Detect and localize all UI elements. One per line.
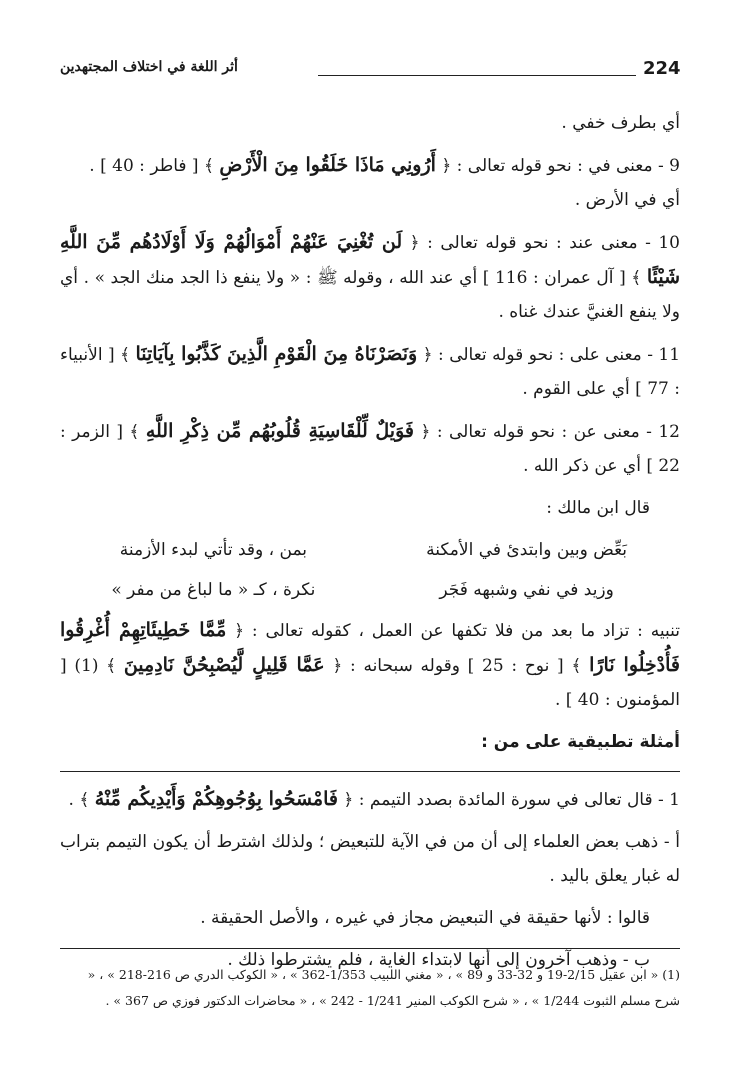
poem-verse xyxy=(60,533,680,567)
verse-hemistich: نكرة ، كـ « ما لباغ من مفر » xyxy=(111,580,316,600)
page-number: 224 xyxy=(643,58,681,79)
paragraph xyxy=(60,337,680,406)
verse-hemistich: بمن ، وقد تأتي لبدء الأزمنة xyxy=(119,540,308,560)
paragraph xyxy=(60,148,680,217)
page-header xyxy=(60,58,680,88)
footnote-rule xyxy=(60,948,680,949)
verse-hemistich: وزيد في نفي وشبهه فَجَر xyxy=(439,580,614,600)
text-line: ﴾ (1) [ المؤمنون : 40 ] . xyxy=(60,656,680,710)
paragraph xyxy=(60,782,680,817)
poem-verse xyxy=(60,573,680,607)
text-line: 11 - معنى على : نحو قوله تعالى : ﴿ xyxy=(422,345,681,365)
section-heading: أمثلة تطبيقية على من : xyxy=(481,732,680,752)
paragraph xyxy=(60,901,680,935)
quran-quote: لَن تُغْنِيَ عَنْهُمْ أَمْوَالُهُمْ وَلَا أَوْلَادُهُم مِّنَ اللَّهِ شَيْئًا xyxy=(60,231,680,288)
quran-quote: وَنَصَرْنَاهُ مِنَ الْقَوْمِ الَّذِينَ كَذَّبُوا بِآيَاتِنَا xyxy=(135,343,418,365)
verse-hemistich: بَعِّض وبين وابتدئ في الأمكنة xyxy=(426,540,628,560)
quran-quote: فَامْسَحُوا بِوُجُوهِكُمْ وَأَيْدِيكُم مِّنْهُ xyxy=(94,788,338,810)
quran-quote: مِّمَّا خَطِيئَاتِهِمْ أُغْرِقُوا فَأُدْخِلُوا نَارًا xyxy=(60,619,680,676)
quran-quote: عَمَّا قَلِيلٍ لَّيُصْبِحُنَّ نَادِمِينَ xyxy=(123,654,325,676)
text-line: ﴾ [ فاطر : 40 ] . xyxy=(89,156,214,176)
paragraph xyxy=(60,414,680,483)
quran-quote: أَرُونِي مَاذَا خَلَقُوا مِنَ الْأَرْضِ xyxy=(219,154,436,176)
section-rule xyxy=(60,771,680,772)
text-line: ﴾ . xyxy=(68,790,90,810)
paragraph xyxy=(60,613,680,717)
paragraph xyxy=(60,825,680,893)
text-line: 12 - معنى عن : نحو قوله تعالى : ﴿ xyxy=(420,422,680,442)
quran-quote: فَوَيْلٌ لِّلْقَاسِيَةِ قُلُوبُهُم مِّن ذِكْرِ اللَّهِ xyxy=(145,420,414,442)
text-line: ﴾ [ نوح : 25 ] وقوله سبحانه : ﴿ xyxy=(332,656,582,676)
text-line: أي بطرف خفي . xyxy=(561,113,680,133)
paragraph xyxy=(60,106,680,140)
text-line: ﴾ [ آل عمران : 116 ] أي عند الله ، وقوله ﷺ : « ولا ينفع ذا الجد منك الجد » . أي ولا ينفع الغنيَّ عندك غناه . xyxy=(60,268,680,322)
paragraph xyxy=(60,491,680,525)
text-line: أ - ذهب بعض العلماء إلى أن من في الآية للتبعيض ؛ ولذلك اشترط أن يكون التيمم بتراب له غبار يعلق باليد . xyxy=(60,832,680,886)
footnotes: (1) « ابن عقيل 2/15-19 و 32-33 و 89 » ، « مغني اللبيب 1/353-362 » ، « الكوكب الدري ص 216-218 » ، « شرح مسلم الثبوت 1/244 » ، « شرح الكوكب المنير 1/241 - 242 » ، « محاضرات الدكتور فوزي ص 367 » . xyxy=(87,967,680,1008)
text-line: قال ابن مالك : xyxy=(546,498,650,518)
text-line: 9 - معنى في : نحو قوله تعالى : ﴿ xyxy=(441,156,680,176)
header-rule xyxy=(318,75,636,76)
text-line: قالوا : لأنها حقيقة في التبعيض مجاز في غيره ، والأصل الحقيقة . xyxy=(200,908,650,928)
paragraph xyxy=(60,225,680,329)
text-line: ﴾ [ الزمر : 22 ] أي عن ذكر الله . xyxy=(60,422,680,476)
page-body xyxy=(60,106,680,985)
text-line: 10 - معنى عند : نحو قوله تعالى : ﴿ xyxy=(409,233,680,253)
text-line: ب - وذهب آخرون إلى أنها لابتداء الغاية ، فلم يشترطوا ذلك . xyxy=(227,950,650,970)
running-title: أثر اللغة في اختلاف المجتهدين xyxy=(60,59,238,75)
text-line: أي في الأرض . xyxy=(574,190,680,210)
text-line: ﴾ [ الأنبياء : 77 ] أي على القوم . xyxy=(60,345,680,399)
text-line: تنبيه : تزاد ما بعد من فلا تكفها عن العمل ، كقوله تعالى : ﴿ xyxy=(234,621,680,641)
text-line: 1 - قال تعالى في سورة المائدة بصدد التيمم : ﴿ xyxy=(343,790,680,810)
